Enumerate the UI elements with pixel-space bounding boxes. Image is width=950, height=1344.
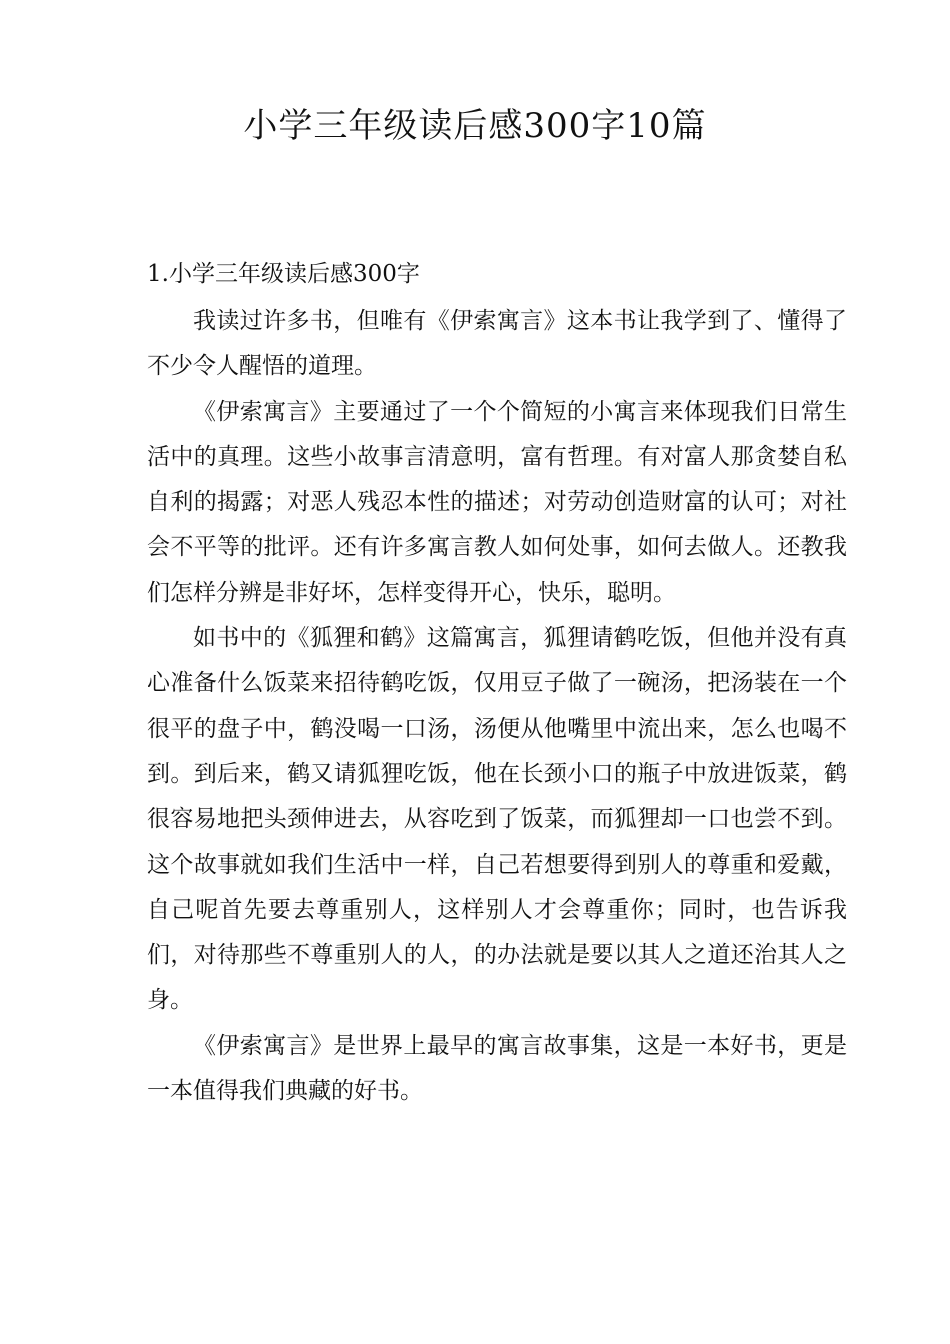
essay-body [147,299,847,1114]
section-heading: 1.小学三年级读后感300字 [147,261,420,287]
paragraph-2: 《伊索寓言》主要通过了一个个简短的小寓言来体现我们日常生活中的真理。这些小故事言清意明，富有哲理。有对富人那贪婪自私自利的揭露；对恶人残忍本性的描述；对劳动创造财富的认可；对社会不平等的批评。还有许多寓言教人如何处事，如何去做人。还教我们怎样分辨是非好坏，怎样变得开心，快乐，聪明。 [147,398,847,606]
document-title: 小学三年级读后感300字10篇 [243,106,707,146]
paragraph-4: 《伊索寓言》是世界上最早的寓言故事集，这是一本好书，更是一本值得我们典藏的好书。 [147,1032,847,1105]
paragraph-1: 我读过许多书，但唯有《伊索寓言》这本书让我学到了、懂得了不少令人醒悟的道理。 [147,308,847,380]
paragraph-3: 如书中的《狐狸和鹤》这篇寓言，狐狸请鹤吃饭，但他并没有真心准备什么饭菜来招待鹤吃饭，仅用豆子做了一碗汤，把汤装在一个很平的盘子中，鹤没喝一口汤，汤便从他嘴里中流出来，怎么也喝不到。到后来，鹤又请狐狸吃饭，他在长颈小口的瓶子中放进饭菜，鹤很容易地把头颈伸进去，从容吃到了饭菜，而狐狸却一口也尝不到。这个故事就如我们生活中一样，自己若想要得到别人的尊重和爱戴，自己呢首先要去尊重别人，这样别人才会尊重你；同时，也告诉我们，对待那些不尊重别人的人，的办法就是要以其人之道还治其人之身。 [147,625,847,1014]
